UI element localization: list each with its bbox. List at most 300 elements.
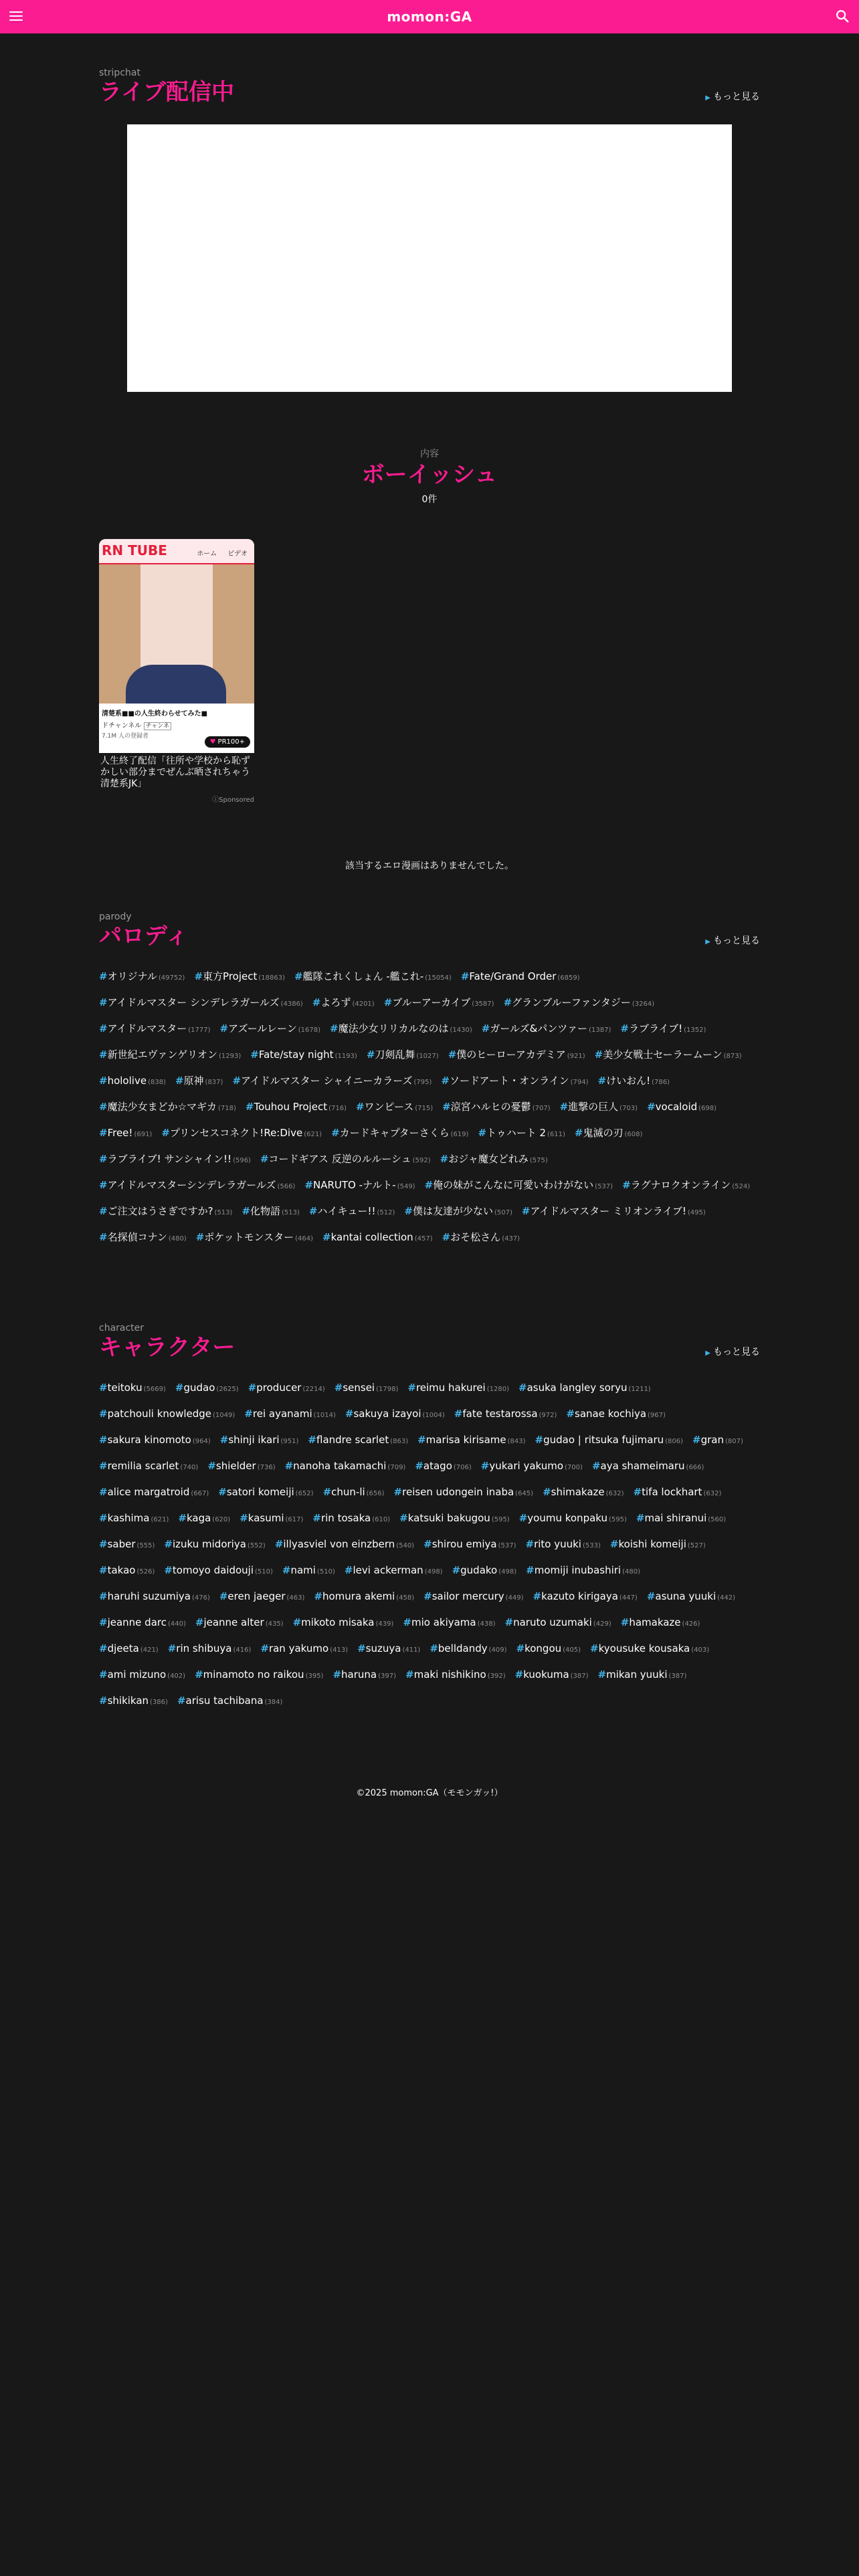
- tag-name: gudao | ritsuka fujimaru: [543, 1434, 664, 1446]
- hash-icon: #: [99, 1512, 108, 1524]
- tag-link[interactable]: [99, 1689, 168, 1715]
- tag-link[interactable]: [207, 1454, 275, 1480]
- tag-link[interactable]: [590, 1636, 709, 1662]
- tag-link[interactable]: [405, 1662, 506, 1689]
- tag-link[interactable]: [220, 1428, 299, 1454]
- hash-icon: #: [521, 1205, 531, 1217]
- character-more-link[interactable]: [705, 1345, 760, 1358]
- site-logo[interactable]: momon:GA: [387, 9, 472, 25]
- tag-link[interactable]: [220, 1016, 321, 1043]
- tag-link[interactable]: [312, 1506, 390, 1532]
- hash-icon: #: [194, 970, 203, 982]
- tag-link[interactable]: [478, 1121, 565, 1147]
- tag-link[interactable]: [99, 964, 185, 990]
- tag-link[interactable]: [461, 964, 580, 990]
- tag-link[interactable]: [442, 1225, 520, 1251]
- hash-icon: #: [332, 1669, 342, 1681]
- tag-link[interactable]: [356, 1095, 433, 1121]
- tag-link[interactable]: [636, 1506, 726, 1532]
- tag-link[interactable]: [168, 1636, 252, 1662]
- tag-name: オリジナル: [107, 970, 157, 982]
- tag-name: yukari yakumo: [489, 1460, 564, 1472]
- tag-link[interactable]: [194, 964, 285, 990]
- tag-link[interactable]: [543, 1480, 624, 1506]
- tag-count: (700): [565, 1464, 583, 1471]
- hash-icon: #: [440, 1153, 449, 1165]
- tag-link[interactable]: [99, 1043, 241, 1069]
- footer-copyright: ©2025 momon:GA（モモンガッ!）: [356, 1788, 503, 1798]
- tag-link[interactable]: [692, 1428, 743, 1454]
- hash-icon: #: [245, 1101, 254, 1113]
- tag-count: (447): [619, 1594, 638, 1602]
- tag-count: (786): [652, 1079, 670, 1086]
- tag-count: (1430): [450, 1027, 472, 1034]
- tag-name: tifa lockhart: [642, 1486, 702, 1498]
- tag-link[interactable]: [610, 1532, 706, 1558]
- hash-icon: #: [99, 1127, 108, 1139]
- tag-link[interactable]: [99, 1016, 211, 1043]
- hash-icon: #: [99, 1205, 108, 1217]
- sponsored-ad-card[interactable]: [99, 539, 254, 804]
- tag-link[interactable]: [99, 1225, 187, 1251]
- tag-link[interactable]: [99, 1454, 198, 1480]
- character-section: [99, 1322, 760, 1715]
- tag-count: (526): [136, 1568, 155, 1576]
- tag-name: 原神: [183, 1075, 204, 1087]
- hash-icon: #: [99, 1616, 108, 1628]
- hash-icon: #: [448, 1049, 457, 1061]
- tag-link[interactable]: [357, 1636, 420, 1662]
- tag-count: (555): [136, 1542, 155, 1549]
- tag-name: youmu konpaku: [527, 1512, 608, 1524]
- tag-name: mikan yuuki: [606, 1669, 668, 1681]
- tag-link[interactable]: [99, 1199, 232, 1225]
- tag-name: eren jaeger: [227, 1590, 286, 1602]
- tag-name: suzuya: [365, 1642, 401, 1654]
- tag-link[interactable]: [232, 1069, 432, 1095]
- hash-icon: #: [442, 1101, 451, 1113]
- tag-link[interactable]: [99, 1506, 169, 1532]
- hash-icon: #: [415, 1460, 423, 1472]
- ad-caption-bar: [99, 704, 254, 753]
- tag-name: fate testarossa: [462, 1408, 538, 1420]
- hash-icon: #: [533, 1590, 542, 1602]
- tag-link[interactable]: [331, 1121, 468, 1147]
- tag-link[interactable]: [164, 1532, 265, 1558]
- tag-link[interactable]: [99, 1584, 210, 1610]
- ad-pr-button[interactable]: ♥ PR100+: [205, 736, 250, 748]
- tag-name: 涼宮ハルヒの憂鬱: [450, 1101, 531, 1113]
- tag-link[interactable]: [294, 964, 452, 990]
- live-stream-embed[interactable]: [127, 124, 732, 392]
- tag-link[interactable]: [345, 1558, 443, 1584]
- tag-link[interactable]: [407, 1376, 509, 1402]
- tag-link[interactable]: [219, 1584, 305, 1610]
- tag-link[interactable]: [99, 1402, 235, 1428]
- tag-count: (480): [168, 1235, 187, 1243]
- tag-name: ラグナロクオンライン: [630, 1179, 731, 1191]
- hash-icon: #: [282, 1564, 291, 1576]
- tag-link[interactable]: [293, 1610, 394, 1636]
- tag-link[interactable]: [647, 1095, 717, 1121]
- tag-count: (620): [212, 1516, 231, 1523]
- tag-count: (838): [148, 1079, 166, 1086]
- hash-icon: #: [244, 1408, 253, 1420]
- tag-link[interactable]: [516, 1636, 581, 1662]
- tag-count: (595): [491, 1516, 510, 1523]
- tag-count: (619): [450, 1131, 469, 1138]
- tag-count: (512): [377, 1209, 395, 1216]
- tag-count: (440): [167, 1620, 186, 1628]
- tag-count: (575): [529, 1157, 548, 1164]
- tag-name: ラブライブ! サンシャイン!!: [107, 1153, 232, 1165]
- tag-name: reimu hakurei: [415, 1382, 486, 1394]
- tag-count: (397): [378, 1673, 396, 1680]
- hash-icon: #: [357, 1642, 366, 1654]
- tag-link[interactable]: [314, 1584, 414, 1610]
- tag-link[interactable]: [575, 1121, 642, 1147]
- tag-link[interactable]: [250, 1043, 357, 1069]
- hash-icon: #: [314, 1590, 322, 1602]
- hash-icon: #: [454, 1408, 463, 1420]
- tag-link[interactable]: [99, 1558, 155, 1584]
- hash-icon: #: [195, 1231, 205, 1243]
- tag-name: gudako: [460, 1564, 498, 1576]
- tag-link[interactable]: [522, 1199, 706, 1225]
- ad-description[interactable]: 人生終了配信「往所や学校から恥ず かしい部分までぜんぶ晒されちゃう 清楚系JK」: [100, 756, 250, 789]
- tag-link[interactable]: [323, 1480, 385, 1506]
- tag-link[interactable]: [505, 1610, 611, 1636]
- hash-icon: #: [383, 996, 393, 1008]
- hash-icon: #: [430, 1642, 438, 1654]
- tag-link[interactable]: [99, 1173, 295, 1199]
- tag-name: tomoyo daidouji: [172, 1564, 254, 1576]
- tag-count: (1004): [422, 1412, 445, 1419]
- tag-link[interactable]: [535, 1428, 684, 1454]
- parody-more-link[interactable]: [705, 934, 760, 947]
- tag-link[interactable]: [367, 1043, 439, 1069]
- tag-link[interactable]: [430, 1636, 506, 1662]
- character-section-subtitle: character: [99, 1323, 145, 1333]
- ad-brand: RN TUBE: [102, 542, 167, 558]
- tag-link[interactable]: [526, 1558, 640, 1584]
- tag-link[interactable]: [308, 1428, 408, 1454]
- tag-link[interactable]: [525, 1532, 600, 1558]
- tag-link[interactable]: [99, 1095, 236, 1121]
- hash-icon: #: [219, 1023, 229, 1035]
- tag-count: (1293): [218, 1053, 242, 1060]
- tag-link[interactable]: [282, 1558, 335, 1584]
- tag-link[interactable]: [332, 1662, 396, 1689]
- tag-count: (392): [487, 1673, 506, 1680]
- tag-link[interactable]: [248, 1376, 325, 1402]
- tag-name: rin tosaka: [320, 1512, 371, 1524]
- tag-name: 俺の妹がこんなに可愛いわけがない: [433, 1179, 594, 1191]
- tag-name: グランブルーファンタジー: [512, 996, 631, 1008]
- search-icon[interactable]: [835, 9, 850, 23]
- tag-count: (384): [264, 1699, 283, 1706]
- tag-link[interactable]: [99, 1147, 251, 1173]
- tag-link[interactable]: [620, 1016, 706, 1043]
- tag-link[interactable]: [99, 1610, 186, 1636]
- tag-link[interactable]: [99, 1121, 152, 1147]
- tag-link[interactable]: [164, 1558, 273, 1584]
- tag-name: sanae kochiya: [575, 1408, 647, 1420]
- hash-icon: #: [161, 1127, 170, 1139]
- tag-count: (513): [282, 1209, 300, 1216]
- tag-name: ご注文はうさぎですか?: [107, 1205, 213, 1217]
- tag-name: haruna: [341, 1669, 377, 1681]
- tag-link[interactable]: [345, 1402, 445, 1428]
- tag-count: (3587): [472, 1000, 494, 1008]
- tag-link[interactable]: [240, 1506, 303, 1532]
- tag-name: flandre scarlet: [316, 1434, 389, 1446]
- hash-icon: #: [481, 1023, 490, 1035]
- tag-link[interactable]: [218, 1480, 313, 1506]
- tag-link[interactable]: [335, 1376, 399, 1402]
- tag-count: (806): [665, 1438, 684, 1445]
- tag-link[interactable]: [442, 1095, 550, 1121]
- tag-name: mio akiyama: [411, 1616, 476, 1628]
- tag-link[interactable]: [598, 1662, 687, 1689]
- hash-icon: #: [330, 1023, 339, 1035]
- parody-section: [99, 911, 760, 1251]
- tag-count: (387): [570, 1673, 589, 1680]
- tag-link[interactable]: [452, 1558, 517, 1584]
- tag-link[interactable]: [175, 1376, 239, 1402]
- tag-count: (645): [515, 1490, 534, 1497]
- hash-icon: #: [559, 1101, 569, 1113]
- live-more-link[interactable]: [705, 90, 760, 103]
- tag-link[interactable]: [246, 1095, 347, 1121]
- tag-link[interactable]: [99, 1662, 185, 1689]
- tag-name: kazuto kirigaya: [541, 1590, 618, 1602]
- tag-link[interactable]: [399, 1506, 510, 1532]
- tag-count: (537): [498, 1542, 516, 1549]
- tag-link[interactable]: [454, 1402, 557, 1428]
- tag-name: shimakaze: [551, 1486, 605, 1498]
- tag-name: aya shameimaru: [600, 1460, 685, 1472]
- tag-link[interactable]: [99, 1532, 155, 1558]
- hash-icon: #: [423, 1538, 432, 1550]
- tag-name: NARUTO -ナルト-: [312, 1179, 396, 1191]
- tag-name: アイドルマスター シャイニーカラーズ: [241, 1075, 413, 1087]
- tag-count: (2214): [302, 1386, 325, 1393]
- tag-link[interactable]: [285, 1454, 406, 1480]
- tag-link[interactable]: [195, 1610, 284, 1636]
- tag-name: ami mizuno: [107, 1669, 167, 1681]
- tag-link[interactable]: [518, 1376, 651, 1402]
- tag-link[interactable]: [533, 1584, 638, 1610]
- tag-link[interactable]: [260, 1636, 348, 1662]
- tag-count: (1049): [213, 1412, 235, 1419]
- tag-name: nanoha takamachi: [293, 1460, 387, 1472]
- hash-icon: #: [344, 1564, 353, 1576]
- character-section-header: [99, 1322, 760, 1361]
- tag-link[interactable]: [161, 1121, 322, 1147]
- tag-link[interactable]: [560, 1095, 638, 1121]
- hash-icon: #: [99, 1669, 108, 1681]
- tag-name: ブルーアーカイブ: [392, 996, 471, 1008]
- tag-link[interactable]: [566, 1402, 666, 1428]
- tag-link[interactable]: [178, 1506, 230, 1532]
- tag-count: (1678): [298, 1027, 321, 1034]
- hash-icon: #: [478, 1127, 487, 1139]
- tag-link[interactable]: [425, 1173, 613, 1199]
- tag-count: (617): [285, 1516, 304, 1523]
- hash-icon: #: [423, 1590, 432, 1602]
- tag-link[interactable]: [441, 1069, 588, 1095]
- content-section: [99, 447, 760, 872]
- ad-nav-home: ホーム: [197, 550, 217, 558]
- tag-name: sakuya izayoi: [353, 1408, 421, 1420]
- hash-icon: #: [590, 1642, 599, 1654]
- hash-icon: #: [175, 1382, 184, 1394]
- tag-link[interactable]: [196, 1225, 313, 1251]
- tag-link[interactable]: [244, 1402, 336, 1428]
- tag-link[interactable]: [481, 1454, 583, 1480]
- tag-count: (667): [191, 1490, 209, 1497]
- tag-count: (709): [387, 1464, 406, 1471]
- tag-link[interactable]: [595, 1043, 742, 1069]
- tag-name: haruhi suzumiya: [107, 1590, 191, 1602]
- tag-link[interactable]: [515, 1662, 589, 1689]
- tag-count: (480): [622, 1568, 640, 1576]
- hash-icon: #: [99, 1486, 108, 1498]
- tag-count: (595): [609, 1516, 627, 1523]
- tag-link[interactable]: [634, 1480, 722, 1506]
- tag-link[interactable]: [312, 990, 375, 1016]
- tag-name: gudao: [183, 1382, 215, 1394]
- hash-icon: #: [518, 1382, 527, 1394]
- tag-link[interactable]: [448, 1043, 585, 1069]
- tag-link[interactable]: [440, 1147, 548, 1173]
- tag-link[interactable]: [592, 1454, 704, 1480]
- tag-link[interactable]: [417, 1428, 525, 1454]
- hash-icon: #: [322, 1486, 332, 1498]
- tag-link[interactable]: [647, 1584, 735, 1610]
- tag-name: shirou emiya: [432, 1538, 497, 1550]
- hash-icon: #: [620, 1023, 629, 1035]
- tag-link[interactable]: [394, 1480, 534, 1506]
- tag-link[interactable]: [482, 1016, 611, 1043]
- tag-name: ラブライブ!: [628, 1023, 683, 1035]
- tag-link[interactable]: [260, 1147, 431, 1173]
- hash-icon: #: [460, 970, 470, 982]
- tag-name: asuka langley soryu: [527, 1382, 628, 1394]
- tag-name: shielder: [215, 1460, 256, 1472]
- tag-link[interactable]: [99, 1428, 211, 1454]
- tag-count: (409): [488, 1646, 507, 1654]
- tag-name: atago: [423, 1460, 452, 1472]
- hash-icon: #: [99, 1179, 108, 1191]
- tag-link[interactable]: [519, 1506, 627, 1532]
- tag-count: (837): [205, 1079, 223, 1086]
- tag-name: maki nishikino: [413, 1669, 486, 1681]
- tag-count: (718): [218, 1105, 236, 1112]
- hash-icon: #: [99, 1382, 108, 1394]
- tag-link[interactable]: [404, 1199, 512, 1225]
- tag-name: kaga: [186, 1512, 211, 1524]
- tag-link[interactable]: [275, 1532, 414, 1558]
- tag-count: (527): [687, 1542, 706, 1549]
- heart-icon: ♥: [209, 738, 216, 746]
- tag-count: (1014): [313, 1412, 336, 1419]
- tag-name: chun-li: [331, 1486, 365, 1498]
- tag-count: (537): [595, 1183, 613, 1190]
- tag-link[interactable]: [423, 1532, 516, 1558]
- hash-icon: #: [232, 1075, 242, 1087]
- tag-count: (873): [723, 1053, 742, 1060]
- tag-link[interactable]: [384, 990, 494, 1016]
- tag-count: (524): [732, 1183, 751, 1190]
- hash-icon: #: [646, 1590, 656, 1602]
- tag-name: おジャ魔女どれみ: [448, 1153, 529, 1165]
- tag-name: jeanne darc: [107, 1616, 167, 1628]
- tag-name: よろず: [320, 996, 351, 1008]
- tag-count: (921): [567, 1053, 585, 1060]
- tag-link[interactable]: [175, 1069, 223, 1095]
- tag-link[interactable]: [322, 1225, 433, 1251]
- ad-thumbnail[interactable]: [99, 539, 254, 753]
- tag-name: sailor mercury: [432, 1590, 504, 1602]
- tag-name: アイドルマスターシンデレラガールズ: [107, 1179, 276, 1191]
- tag-name: ソードアート・オンライン: [449, 1075, 569, 1087]
- tag-link[interactable]: [195, 1662, 323, 1689]
- tag-link[interactable]: [99, 990, 303, 1016]
- tag-link[interactable]: [403, 1610, 495, 1636]
- tag-link[interactable]: [598, 1069, 670, 1095]
- character-section-title: キャラクター: [99, 1334, 235, 1361]
- tag-count: (426): [682, 1620, 700, 1628]
- tag-link[interactable]: [99, 1636, 159, 1662]
- hash-icon: #: [312, 996, 321, 1008]
- tag-link[interactable]: [621, 1610, 700, 1636]
- hash-icon: #: [99, 1049, 108, 1061]
- tag-link[interactable]: [99, 1376, 166, 1402]
- tag-link[interactable]: [622, 1173, 750, 1199]
- hash-icon: #: [164, 1538, 173, 1550]
- tag-link[interactable]: [304, 1173, 415, 1199]
- tag-link[interactable]: [504, 990, 655, 1016]
- content-title: ボーイッシュ: [361, 461, 498, 488]
- tag-link[interactable]: [415, 1454, 471, 1480]
- tag-link[interactable]: [309, 1199, 395, 1225]
- ad-nav: [186, 548, 248, 558]
- content-header: [99, 447, 760, 506]
- parody-section-title: パロディ: [99, 923, 189, 950]
- tag-count: (498): [498, 1568, 517, 1576]
- tag-count: (807): [725, 1438, 743, 1445]
- hash-icon: #: [195, 1669, 203, 1681]
- hash-icon: #: [308, 1205, 318, 1217]
- tag-count: (449): [505, 1594, 524, 1602]
- tag-link[interactable]: [423, 1584, 523, 1610]
- tag-link[interactable]: [99, 1480, 209, 1506]
- tag-link[interactable]: [242, 1199, 299, 1225]
- live-section-subtitle: stripchat: [99, 68, 140, 78]
- tag-count: (706): [453, 1464, 472, 1471]
- tag-count: (1352): [684, 1027, 706, 1034]
- tag-link[interactable]: [330, 1016, 472, 1043]
- tag-link[interactable]: [177, 1689, 283, 1715]
- tag-name: jeanne alter: [203, 1616, 264, 1628]
- tag-name: kashima: [107, 1512, 150, 1524]
- tag-link[interactable]: [99, 1069, 166, 1095]
- ad-fans: 7.1M 人の登録者: [102, 733, 149, 740]
- tag-name: katsuki bakugou: [407, 1512, 490, 1524]
- tag-count: (621): [304, 1131, 322, 1138]
